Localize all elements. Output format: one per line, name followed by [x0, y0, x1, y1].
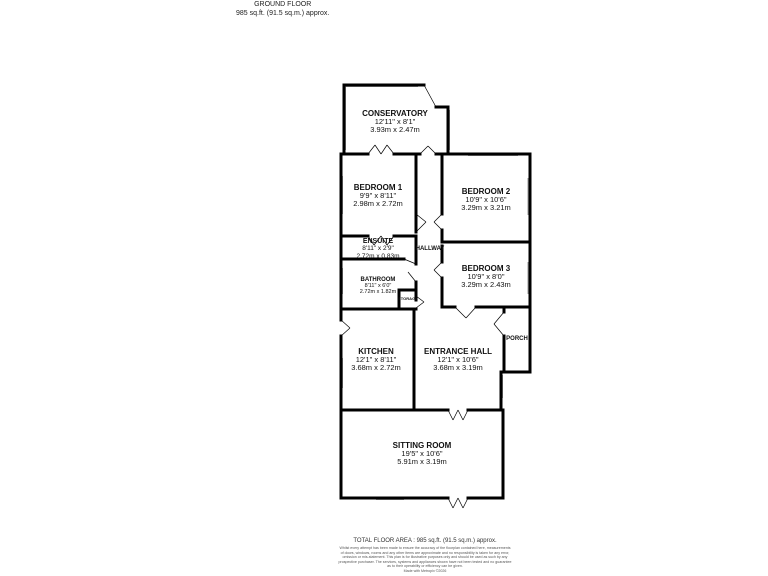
floor-title: GROUND FLOOR	[254, 1, 312, 8]
bathroom-name: BATHROOM	[360, 277, 396, 283]
room-entrance-hall	[424, 347, 492, 372]
kitchen-name: KITCHEN	[358, 347, 394, 356]
conservatory-name: CONSERVATORY	[362, 109, 428, 118]
disclaimer-line: prospective purchaser. The services, systems and appliances shown have not been tested and no guarantee	[338, 559, 512, 564]
room-bedroom-1	[353, 183, 403, 208]
bedroom1-metric: 2.98m x 2.72m	[353, 199, 403, 208]
storage-name: STORAGE	[398, 296, 418, 301]
entrance-hall-name: ENTRANCE HALL	[424, 347, 492, 356]
ensuite-imperial: 8'11" x 2'9"	[362, 245, 394, 252]
room-storage	[398, 296, 418, 301]
room-hallway	[416, 246, 445, 252]
bedroom3-name: BEDROOM 3	[461, 264, 511, 273]
disclaimer-line: omission or mis-statement. This plan is for illustrative purposes only and should be used as such by any	[342, 555, 508, 560]
bedroom3-metric: 3.29m x 2.43m	[461, 280, 511, 289]
room-porch	[506, 336, 528, 342]
disclaimer-line: as to their operability or efficiency can be given.	[387, 564, 463, 569]
bedroom3-imperial: 10'9" x 8'0"	[467, 272, 505, 281]
room-bathroom	[360, 277, 397, 295]
kitchen-imperial: 12'1" x 8'11"	[355, 355, 397, 364]
disclaimer-line: Made with Metropix ©2026	[403, 568, 447, 573]
disclaimer	[300, 546, 550, 574]
ensuite-metric: 2.72m x 0.83m	[356, 253, 400, 260]
sitting-room-name: SITTING ROOM	[392, 441, 452, 450]
bedroom2-name: BEDROOM 2	[461, 187, 511, 196]
bedroom2-imperial: 10'9" x 10'6"	[465, 195, 507, 204]
room-bedroom-2	[461, 187, 511, 212]
sitting-room-metric: 5.91m x 3.19m	[397, 457, 447, 466]
ensuite-name: ENSUITE	[362, 238, 394, 245]
room-ensuite	[357, 238, 400, 260]
hallway-name: HALLWAY	[415, 246, 445, 252]
room-conservatory	[362, 109, 428, 134]
bathroom-metric: 2.72m x 1.82m	[359, 289, 397, 295]
conservatory-metric: 3.93m x 2.47m	[370, 125, 420, 134]
room-kitchen	[351, 347, 401, 372]
porch-name: PORCH	[506, 336, 528, 342]
bedroom1-imperial: 9'9" x 8'11"	[359, 191, 397, 200]
sitting-room-imperial: 19'5" x 10'6"	[401, 449, 443, 458]
disclaimer-line: of doors, windows, rooms and any other items are approximate and no responsibility is taken for any error,	[340, 550, 510, 555]
disclaimer-line: Whilst every attempt has been made to ensure the accuracy of the floorplan contained here, measurements	[339, 546, 511, 550]
bedroom2-metric: 3.29m x 3.21m	[461, 203, 511, 212]
floor-area: 985 sq.ft. (91.5 sq.m.) approx.	[236, 10, 330, 17]
entrance-hall-imperial: 12'1" x 10'6"	[437, 355, 479, 364]
room-sitting-room	[393, 441, 452, 466]
entrance-hall-metric: 3.68m x 3.19m	[433, 363, 483, 372]
kitchen-metric: 3.68m x 2.72m	[351, 363, 401, 372]
total-floor-area: TOTAL FLOOR AREA : 985 sq.ft. (91.5 sq.m.) approx.	[353, 538, 497, 544]
plan-footer	[300, 538, 550, 574]
room-bedroom-3	[461, 264, 511, 289]
conservatory-imperial: 12'11" x 8'1"	[374, 117, 416, 126]
bathroom-imperial: 8'11" x 6'0"	[364, 283, 392, 289]
bedroom1-name: BEDROOM 1	[353, 183, 403, 192]
